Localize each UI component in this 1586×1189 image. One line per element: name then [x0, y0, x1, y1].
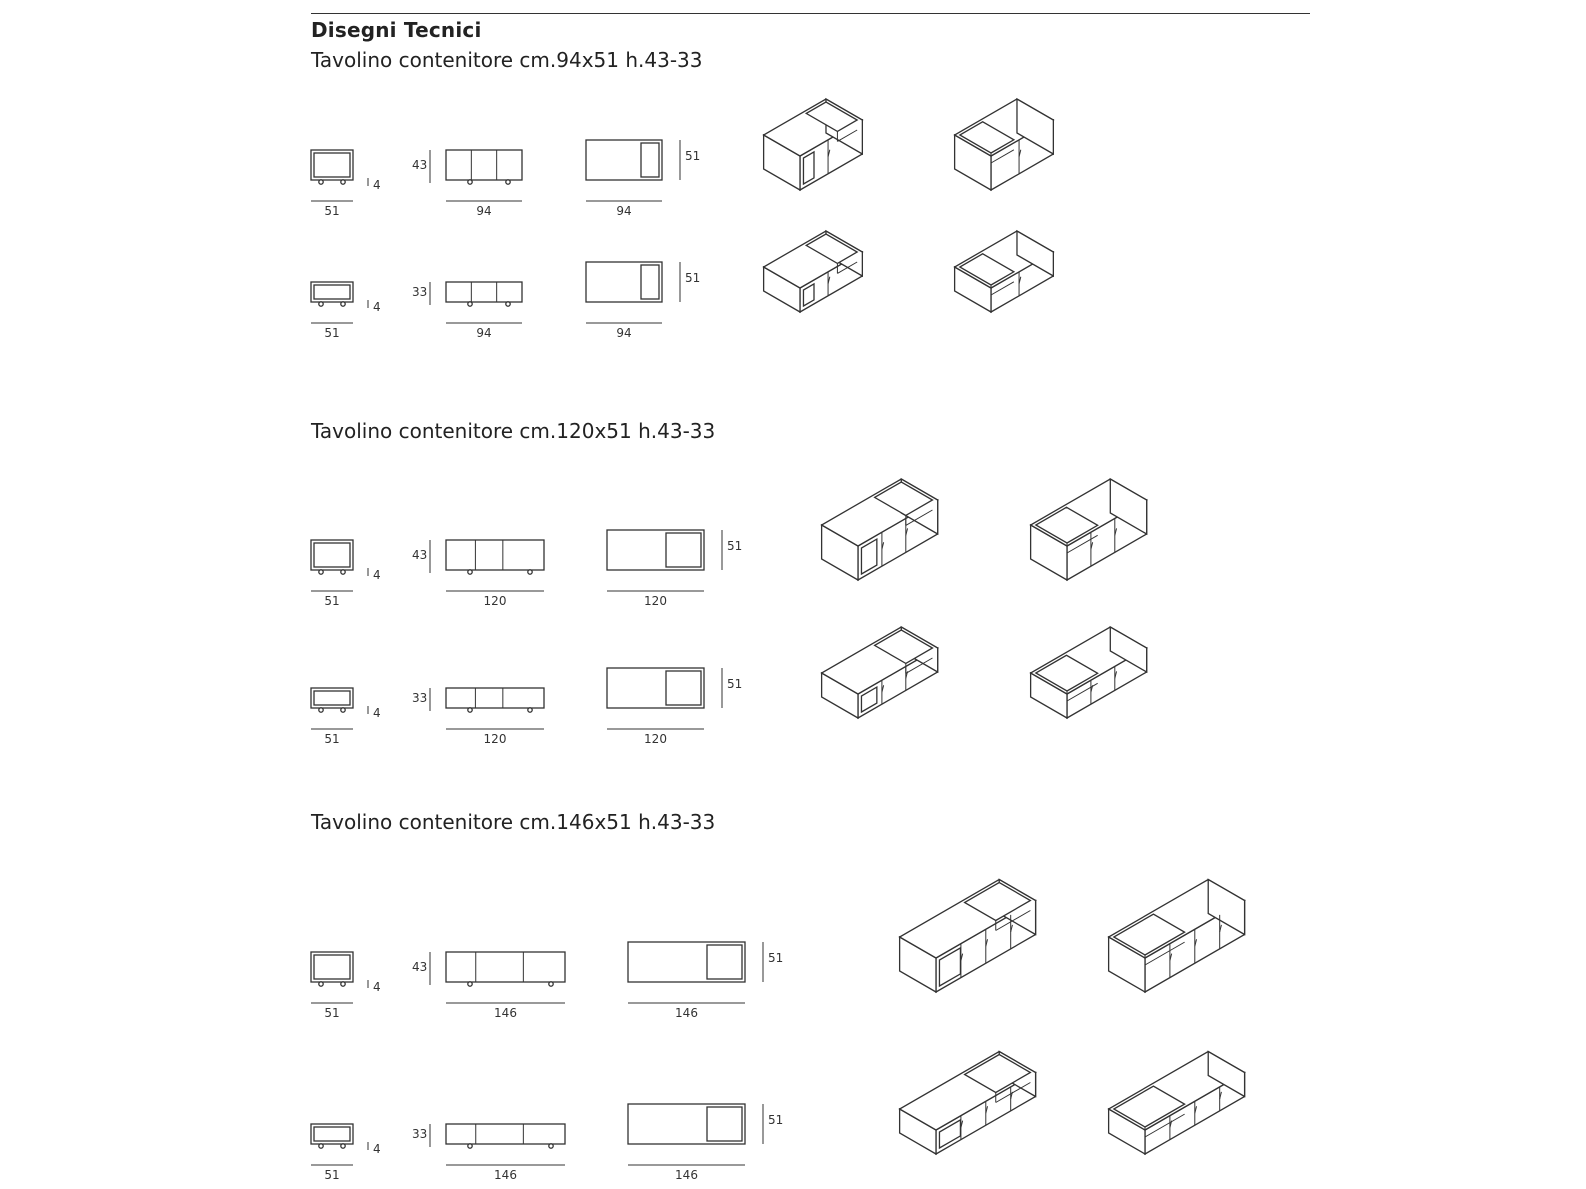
feet-label: 4 — [373, 1142, 381, 1156]
foot — [528, 708, 532, 712]
iso-recess — [803, 152, 814, 184]
width-label: 94 — [476, 204, 492, 218]
top-view-opening — [666, 533, 701, 567]
side-view-inner — [314, 1127, 350, 1141]
height-label: 33 — [412, 285, 428, 299]
top-view-opening — [707, 1107, 742, 1141]
foot — [549, 982, 553, 986]
width-label: 120 — [483, 732, 507, 746]
foot — [468, 708, 472, 712]
foot — [319, 302, 323, 306]
feet-label: 4 — [373, 300, 381, 314]
page-title: Disegni Tecnici — [311, 18, 482, 42]
foot — [319, 1144, 323, 1148]
front-view — [446, 282, 522, 302]
front-view — [446, 1124, 565, 1144]
feet-label: 4 — [373, 980, 381, 994]
top-depth-label: 51 — [727, 677, 743, 691]
foot — [319, 708, 323, 712]
top-view-opening — [641, 143, 659, 177]
depth-label: 51 — [324, 1168, 340, 1182]
top-width-label: 146 — [675, 1006, 698, 1020]
side-view-inner — [314, 285, 350, 299]
depth-label: 51 — [324, 204, 340, 218]
top-depth-label: 51 — [727, 539, 743, 553]
foot — [319, 180, 323, 184]
front-view — [446, 150, 522, 180]
drawing-row — [311, 99, 1053, 218]
side-view-inner — [314, 543, 350, 567]
drawing-row — [311, 1052, 1245, 1183]
top-depth-label: 51 — [685, 149, 701, 163]
top-depth-label: 51 — [768, 951, 784, 965]
front-view — [446, 540, 544, 570]
foot — [468, 982, 472, 986]
feet-label: 4 — [373, 178, 381, 192]
top-width-label: 120 — [644, 732, 667, 746]
section-title-94: Tavolino contenitore cm.94x51 h.43-33 — [311, 48, 703, 72]
foot — [319, 982, 323, 986]
foot — [468, 302, 472, 306]
front-view — [446, 952, 565, 982]
height-label: 43 — [412, 158, 428, 172]
top-width-label: 94 — [616, 326, 632, 340]
foot — [506, 180, 510, 184]
width-label: 120 — [483, 594, 507, 608]
top-width-label: 120 — [644, 594, 667, 608]
height-label: 33 — [412, 691, 428, 705]
foot — [468, 1144, 472, 1148]
side-view-inner — [314, 691, 350, 705]
foot — [506, 302, 510, 306]
height-label: 43 — [412, 960, 428, 974]
width-label: 146 — [494, 1168, 517, 1182]
section-title-146: Tavolino contenitore cm.146x51 h.43-33 — [311, 810, 716, 834]
side-view-inner — [314, 153, 350, 177]
top-view-opening — [641, 265, 659, 299]
drawing-row — [311, 880, 1245, 1021]
section-title-120: Tavolino contenitore cm.120x51 h.43-33 — [311, 419, 716, 443]
top-depth-label: 51 — [685, 271, 701, 285]
depth-label: 51 — [324, 1006, 340, 1020]
foot — [549, 1144, 553, 1148]
depth-label: 51 — [324, 326, 340, 340]
top-view-opening — [707, 945, 742, 979]
height-label: 33 — [412, 1127, 428, 1141]
foot — [341, 180, 345, 184]
top-depth-label: 51 — [768, 1113, 784, 1127]
foot — [319, 570, 323, 574]
width-label: 146 — [494, 1006, 517, 1020]
foot — [341, 570, 345, 574]
foot — [528, 570, 532, 574]
top-width-label: 94 — [616, 204, 632, 218]
side-view-inner — [314, 955, 350, 979]
foot — [341, 708, 345, 712]
drawing-row — [311, 479, 1147, 608]
foot — [468, 180, 472, 184]
drawing-row — [311, 627, 1147, 746]
feet-label: 4 — [373, 706, 381, 720]
front-view — [446, 688, 544, 708]
depth-label: 51 — [324, 594, 340, 608]
depth-label: 51 — [324, 732, 340, 746]
top-width-label: 146 — [675, 1168, 698, 1182]
foot — [468, 570, 472, 574]
foot — [341, 302, 345, 306]
foot — [341, 982, 345, 986]
height-label: 43 — [412, 548, 428, 562]
top-view-opening — [666, 671, 701, 705]
width-label: 94 — [476, 326, 492, 340]
drawing-row — [311, 231, 1053, 340]
feet-label: 4 — [373, 568, 381, 582]
foot — [341, 1144, 345, 1148]
